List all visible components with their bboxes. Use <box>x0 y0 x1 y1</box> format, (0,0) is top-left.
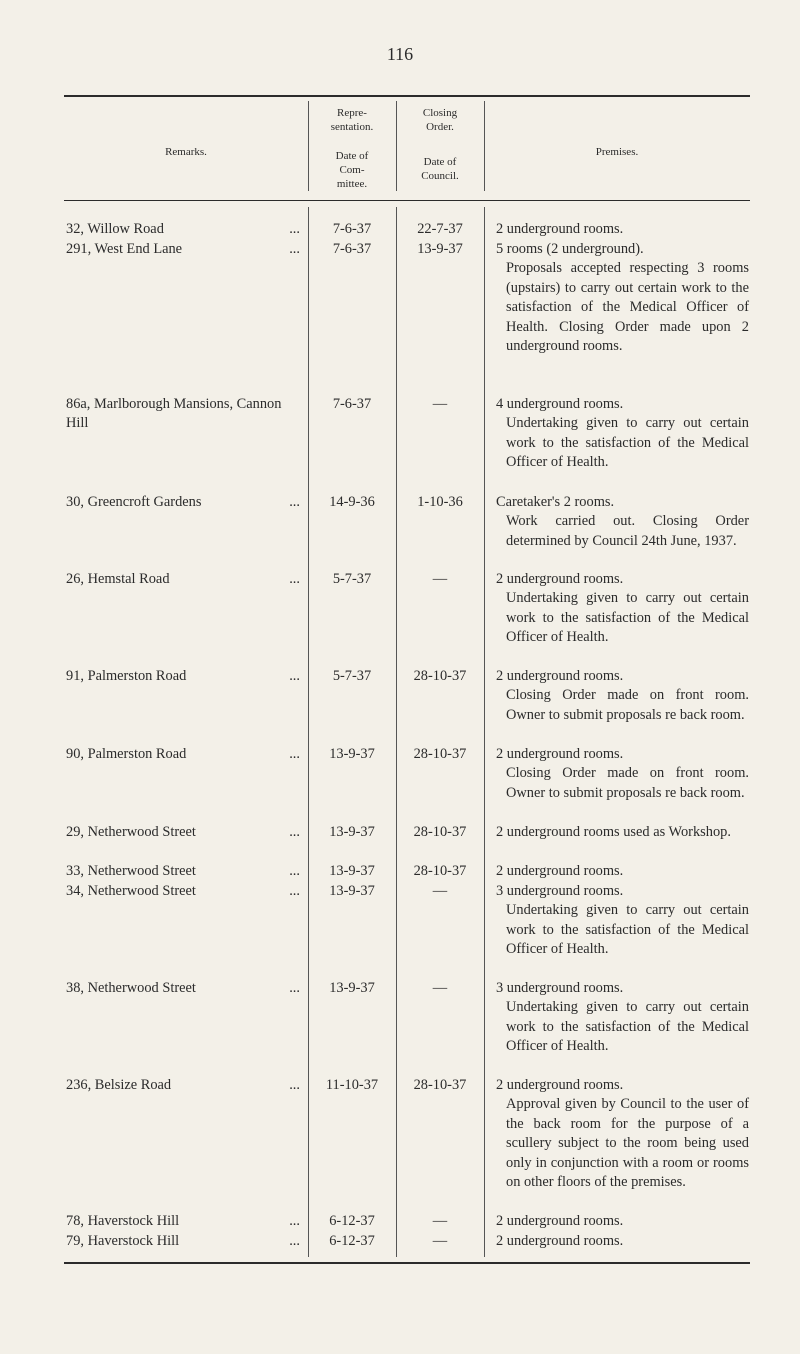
council-date: 22-7-37 <box>417 221 463 237</box>
premises-text: 2 underground rooms. <box>496 1233 624 1249</box>
premises-cell <box>496 862 749 881</box>
committee-date: 5-7-37 <box>332 571 372 587</box>
premises-note: Approval given by Council to the user of the back room for the purpose of a scullery subject to the room being used only in conjunction with a room or rooms on other floors of the premises. <box>506 1096 749 1191</box>
committee-date: 5-7-37 <box>332 668 372 684</box>
premises-text: 2 underground rooms. <box>496 863 624 879</box>
header-divider <box>484 101 485 191</box>
council-date: — <box>432 980 448 996</box>
committee-date: 14-9-36 <box>329 494 375 510</box>
remarks-cell <box>66 979 304 998</box>
committee-date: 13-9-37 <box>329 863 375 879</box>
remarks-text: 236, Belsize Road <box>66 1077 172 1093</box>
remarks-cell <box>66 570 304 589</box>
premises-text: 2 underground rooms used as Workshop. <box>496 824 731 840</box>
committee-date: 7-6-37 <box>332 241 372 257</box>
remarks-cell <box>66 667 304 686</box>
remarks-text: 33, Netherwood Street <box>66 863 196 879</box>
header-remarks-cell <box>64 97 308 192</box>
header-representation: Repre- sentation. <box>330 107 374 133</box>
remarks-text: 32, Willow Road <box>66 221 164 237</box>
table-body <box>64 200 750 1264</box>
remarks-text: 78, Haverstock Hill <box>66 1213 180 1229</box>
council-date: 1-10-36 <box>417 494 463 510</box>
header-date-committee: Date of Com- mittee. <box>335 150 369 190</box>
closing-orders-table <box>64 95 750 1264</box>
header-premises-cell <box>484 97 750 192</box>
remarks-cell <box>66 823 304 842</box>
premises-note: Undertaking given to carry out certain work to the satisfaction of the Medical Officer of Health. <box>506 415 749 471</box>
remarks-text: 30, Greencroft Gardens <box>66 494 202 510</box>
premises-text: 2 underground rooms. <box>496 668 624 684</box>
premises-text: 2 underground rooms. <box>496 1213 624 1229</box>
council-date: — <box>432 1233 448 1249</box>
premises-cell <box>496 745 749 803</box>
leader-dots: ... <box>289 1213 300 1229</box>
premises-note: Undertaking given to carry out certain work to the satisfaction of the Medical Officer of Health. <box>506 902 749 958</box>
committee-date: 13-9-37 <box>329 883 375 899</box>
council-date: — <box>432 396 448 412</box>
column-divider <box>484 207 485 1257</box>
page-number: 116 <box>386 44 414 64</box>
premises-cell <box>496 395 749 473</box>
header-date-council: Date of Council. <box>421 156 459 182</box>
council-date: 28-10-37 <box>413 1077 467 1093</box>
header-closing-cell <box>396 97 484 192</box>
remarks-cell <box>66 220 304 239</box>
remarks-text: 291, West End Lane <box>66 241 183 257</box>
remarks-text: 86a, Marlborough Mansions, Cannon Hill <box>66 396 282 432</box>
premises-text: 3 underground rooms. <box>496 883 624 899</box>
remarks-text: 90, Palmerston Road <box>66 746 187 762</box>
committee-date: 13-9-37 <box>329 980 375 996</box>
premises-text: 2 underground rooms. <box>496 571 624 587</box>
premises-cell <box>496 570 749 648</box>
premises-cell <box>496 1212 749 1231</box>
council-date: — <box>432 571 448 587</box>
committee-date: 7-6-37 <box>332 221 372 237</box>
council-date: 28-10-37 <box>413 668 467 684</box>
leader-dots: ... <box>289 494 300 510</box>
leader-dots: ... <box>289 668 300 684</box>
column-divider <box>396 207 397 1257</box>
premises-cell <box>496 667 749 725</box>
premises-text: 2 underground rooms. <box>496 1077 624 1093</box>
remarks-cell <box>66 1076 304 1095</box>
premises-text: 2 underground rooms. <box>496 746 624 762</box>
leader-dots: ... <box>289 1077 300 1093</box>
premises-cell <box>496 979 749 1057</box>
remarks-cell <box>66 240 304 259</box>
council-date: 13-9-37 <box>417 241 463 257</box>
council-date: 28-10-37 <box>413 863 467 879</box>
column-divider <box>308 207 309 1257</box>
remarks-text: 79, Haverstock Hill <box>66 1233 180 1249</box>
remarks-text: 29, Netherwood Street <box>66 824 196 840</box>
premises-text: 5 rooms (2 underground). <box>496 241 644 257</box>
leader-dots: ... <box>289 221 300 237</box>
premises-note: Proposals accepted respecting 3 rooms (upstairs) to carry out certain work to the satisfaction of the Medical Officer of Health. Closing Order made upon 2 underground rooms. <box>506 260 749 355</box>
council-date: — <box>432 883 448 899</box>
table-header <box>64 97 750 200</box>
header-closing-order: Closing Order. <box>422 107 458 133</box>
premises-note: Closing Order made on front room. Owner to submit proposals re back room. <box>506 687 749 723</box>
leader-dots: ... <box>289 980 300 996</box>
bottom-rule <box>64 1262 750 1264</box>
council-date: — <box>432 1213 448 1229</box>
premises-cell <box>496 882 749 960</box>
premises-note: Undertaking given to carry out certain work to the satisfaction of the Medical Officer of Health. <box>506 590 749 646</box>
committee-date: 6-12-37 <box>329 1213 375 1229</box>
premises-note: Undertaking given to carry out certain work to the satisfaction of the Medical Officer of Health. <box>506 999 749 1055</box>
remarks-cell <box>66 395 304 434</box>
premises-note: Work carried out. Closing Order determined by Council 24th June, 1937. <box>506 513 749 549</box>
header-divider <box>396 101 397 191</box>
remarks-text: 26, Hemstal Road <box>66 571 170 587</box>
premises-note: Closing Order made on front room. Owner to submit proposals re back room. <box>506 765 749 801</box>
remarks-cell <box>66 882 304 901</box>
header-remarks: Remarks. <box>165 146 207 158</box>
leader-dots: ... <box>289 863 300 879</box>
council-date: 28-10-37 <box>413 824 467 840</box>
remarks-text: 91, Palmerston Road <box>66 668 187 684</box>
header-representation-cell <box>308 97 396 192</box>
premises-cell <box>496 1076 749 1192</box>
premises-text: Caretaker's 2 rooms. <box>496 494 615 510</box>
leader-dots: ... <box>289 571 300 587</box>
leader-dots: ... <box>289 883 300 899</box>
remarks-cell <box>66 1212 304 1231</box>
remarks-cell <box>66 1232 304 1251</box>
remarks-cell <box>66 862 304 881</box>
premises-text: 2 underground rooms. <box>496 221 624 237</box>
premises-cell <box>496 240 749 356</box>
committee-date: 6-12-37 <box>329 1233 375 1249</box>
leader-dots: ... <box>289 746 300 762</box>
premises-cell <box>496 493 749 551</box>
header-divider <box>308 101 309 191</box>
header-premises: Premises. <box>595 146 639 158</box>
committee-date: 7-6-37 <box>332 396 372 412</box>
premises-cell <box>496 823 749 842</box>
leader-dots: ... <box>289 824 300 840</box>
premises-cell <box>496 1232 749 1251</box>
council-date: 28-10-37 <box>413 746 467 762</box>
remarks-cell <box>66 493 304 512</box>
remarks-text: 38, Netherwood Street <box>66 980 196 996</box>
premises-text: 4 underground rooms. <box>496 396 624 412</box>
leader-dots: ... <box>289 1233 300 1249</box>
committee-date: 13-9-37 <box>329 746 375 762</box>
leader-dots: ... <box>289 241 300 257</box>
premises-cell <box>496 220 749 239</box>
remarks-cell <box>66 745 304 764</box>
committee-date: 11-10-37 <box>325 1077 379 1093</box>
committee-date: 13-9-37 <box>329 824 375 840</box>
premises-text: 3 underground rooms. <box>496 980 624 996</box>
remarks-text: 34, Netherwood Street <box>66 883 196 899</box>
